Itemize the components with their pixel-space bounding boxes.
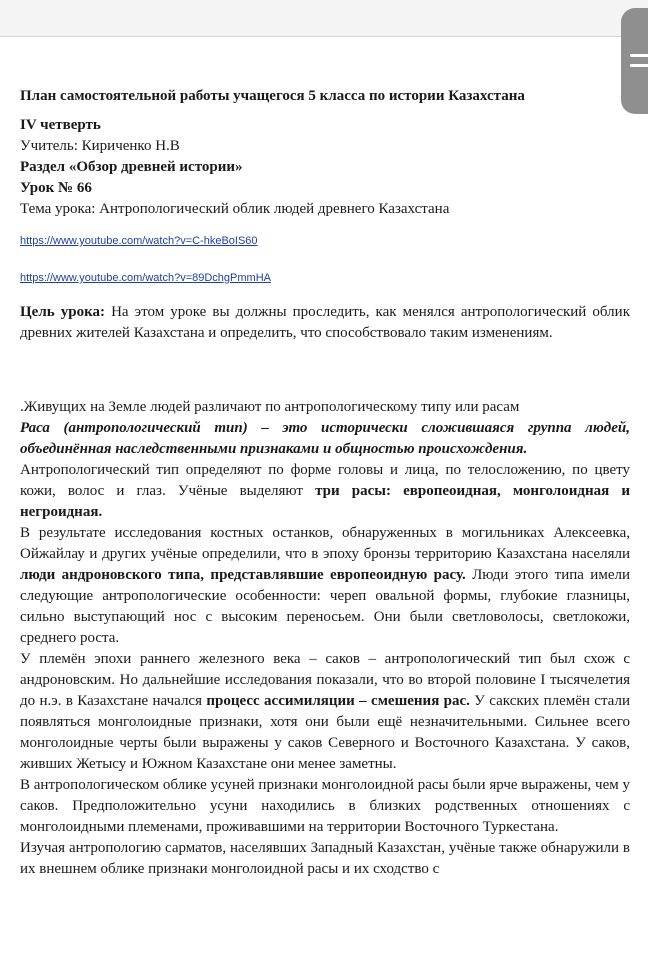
paragraph-1-bold: три расы: европеоидная, монголоидная и негроидная. [20,483,630,520]
paragraph-3-text: У племён эпохи раннего железного века – саков – антропологический тип был схож с андроновским. Но дальнейшие исследования показали, что во второй половине I тысячелетия до н.э. в Казахстане начался [20,651,630,709]
video-link-1[interactable]: https://www.youtube.com/watch?v=C-hkeBoIS60 [20,235,258,247]
paragraph-2-bold: люди андроновского типа, представлявшие европеоидную расу. [20,567,466,583]
video-link-2[interactable]: https://www.youtube.com/watch?v=89DchgPmmHA [20,272,271,284]
paragraph-4: В антропологическом облике усуней признаки монголоидной расы были ярче выражены, чем у саков. Предположительно усуни находились в близких родственных отношениях с монголоидными племенами, проживавшими на территории Восточного Туркестана. [20,777,630,835]
lesson-goal [20,302,630,344]
paragraph-2-text: В результате исследования костных останков, обнаруженных в могильниках Алексеевка, Ойжайлау и других учёные определили, что в эпоху бронзы территорию Казахстана населяли [20,525,630,562]
document-title: План самостоятельной работы учащегося 5 класса по истории Казахстана [20,88,525,104]
paragraph-2-text-end: Люди этого типа имели следующие антропологические особенности: череп овальной формы, глубокие глазницы, сильно выступающий нос с высоким переносьем. Они были светловолосы, светлокожи, среднего роста. [20,567,630,646]
goal-label: Цель урока: [20,304,106,320]
paragraph-1 [20,460,630,523]
paragraph-1-text: Антропологический тип определяют по форме головы и лица, по телосложению, по цвету кожи, волос и глаз. Учёные выделяют [20,462,630,499]
teacher: Учитель: Кириченко Н.В [20,138,180,154]
viewer-toolbar [0,0,648,37]
document-page [20,86,630,880]
lesson-number: Урок № 66 [20,180,92,196]
paragraph-5: Изучая антропологию сарматов, населявших Западный Казахстан, учёные также обнаружили в их внешнем облике признаки монголоидной расы и их сходство с [20,840,630,877]
section: Раздел «Обзор древней истории» [20,159,243,175]
quarter: IV четверть [20,117,101,133]
race-definition: Раса (антропологический тип) – это исторически сложившаяся группа людей, объединённая наследственными признаками и общностью происхождения. [20,420,630,457]
intro-sentence: .Живущих на Земле людей различают по антропологическому типу или расам [20,399,520,415]
lesson-topic: Тема урока: Антропологический облик людей древнего Казахстана [20,201,450,217]
goal-text: На этом уроке вы должны проследить, как менялся антропологический облик древних жителей Казахстана и определить, что способствовало таким изменениям. [20,304,630,341]
paragraph-2 [20,523,630,649]
paragraph-3-bold: процесс ассимиляции – смешения рас. [206,693,470,709]
menu-icon-line [630,64,648,67]
paragraph-3-text-end: У сакских племён стали появляться монголоидные признаки, хотя они были ещё незначительными. Сильнее всего монголоидные черты были выражены у саков Северного и Восточного Казахстана. У саков, живших Жетысу и Южном Казахстане они менее заметны. [20,693,630,772]
menu-icon-line [630,54,648,57]
paragraph-3 [20,649,630,775]
